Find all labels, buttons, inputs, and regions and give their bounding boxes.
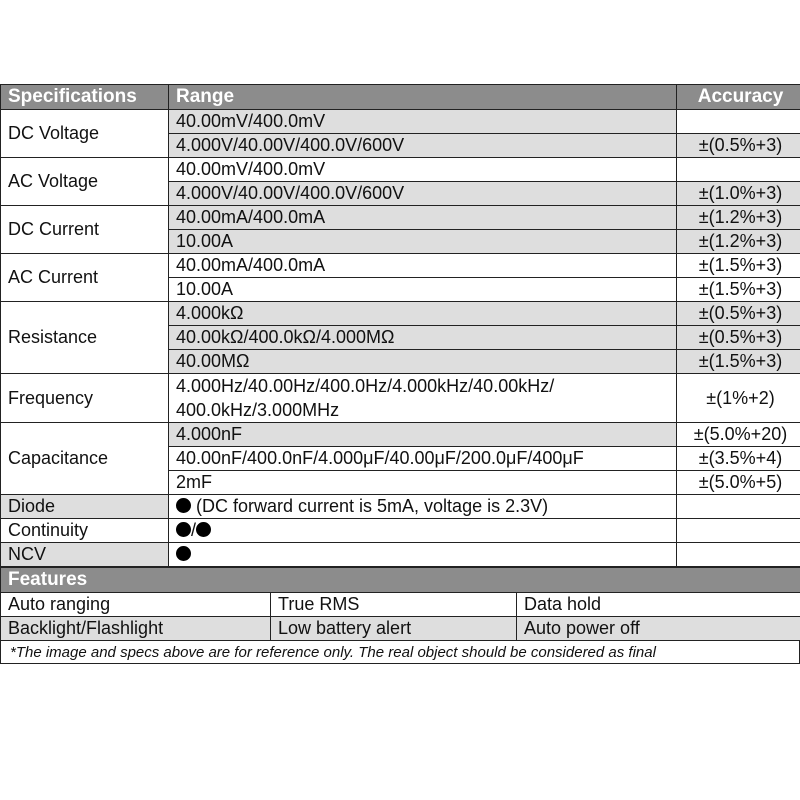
accuracy-cell: ±(1.2%+3) [677, 230, 800, 254]
range-cell: 10.00A [169, 278, 677, 302]
accuracy-cell: ±(0.5%+3) [677, 326, 800, 350]
spec-dc-voltage: DC Voltage [1, 110, 169, 158]
range-cell: 40.00kΩ/400.0kΩ/4.000MΩ [169, 326, 677, 350]
features-title: Features [1, 568, 800, 593]
accuracy-cell [677, 543, 800, 567]
range-cell: 10.00A [169, 230, 677, 254]
header-accuracy: Accuracy [677, 85, 800, 110]
table-row [1, 158, 800, 182]
filled-dot-icon [196, 522, 211, 537]
range-cell [169, 374, 677, 423]
accuracy-cell: ±(1.5%+3) [677, 254, 800, 278]
range-cell: 2mF [169, 471, 677, 495]
spec-ac-voltage: AC Voltage [1, 158, 169, 206]
header-range: Range [169, 85, 677, 110]
feature-item: Low battery alert [271, 617, 517, 641]
range-cell: 4.000V/40.00V/400.0V/600V [169, 182, 677, 206]
table-row [1, 593, 800, 617]
accuracy-cell: ±(1.5%+3) [677, 350, 800, 374]
spec-ac-current: AC Current [1, 254, 169, 302]
feature-item: Backlight/Flashlight [1, 617, 271, 641]
accuracy-cell [677, 158, 800, 182]
table-row [1, 206, 800, 230]
spec-continuity: Continuity [1, 519, 169, 543]
table-row [1, 543, 800, 567]
accuracy-cell [677, 110, 800, 134]
accuracy-cell: ±(1.5%+3) [677, 278, 800, 302]
spec-diode: Diode [1, 495, 169, 519]
feature-item: Auto ranging [1, 593, 271, 617]
spec-resistance: Resistance [1, 302, 169, 374]
range-cell: 40.00MΩ [169, 350, 677, 374]
accuracy-cell [677, 519, 800, 543]
filled-dot-icon [176, 522, 191, 537]
range-cell [169, 495, 677, 519]
table-row [1, 110, 800, 134]
accuracy-cell: ±(1%+2) [677, 374, 800, 423]
range-cell: 40.00mA/400.0mA [169, 206, 677, 230]
range-cell: 40.00nF/400.0nF/4.000μF/40.00μF/200.0μF/400μF [169, 447, 677, 471]
range-cell: 4.000V/40.00V/400.0V/600V [169, 134, 677, 158]
accuracy-cell: ±(0.5%+3) [677, 302, 800, 326]
range-cell [169, 519, 677, 543]
accuracy-cell [677, 495, 800, 519]
accuracy-cell: ±(5.0%+20) [677, 423, 800, 447]
header-specifications: Specifications [1, 85, 169, 110]
features-header-row [1, 568, 800, 593]
range-cell [169, 543, 677, 567]
feature-item: Data hold [517, 593, 800, 617]
feature-item: True RMS [271, 593, 517, 617]
table-row [1, 519, 800, 543]
range-cell: 40.00mV/400.0mV [169, 158, 677, 182]
table-row [1, 374, 800, 423]
feature-item: Auto power off [517, 617, 800, 641]
filled-dot-icon [176, 546, 191, 561]
table-row [1, 495, 800, 519]
diode-text: (DC forward current is 5mA, voltage is 2.3V) [191, 496, 549, 516]
table-row [1, 617, 800, 641]
spec-ncv: NCV [1, 543, 169, 567]
spec-sheet [0, 84, 800, 664]
table-row [1, 302, 800, 326]
header-row [1, 85, 800, 110]
spec-frequency: Frequency [1, 374, 169, 423]
continuity-separator: / [191, 520, 197, 540]
range-line: 4.000Hz/40.00Hz/400.0Hz/4.000kHz/40.00kHz/ [176, 376, 555, 396]
accuracy-cell: ±(5.0%+5) [677, 471, 800, 495]
table-row [1, 423, 800, 447]
table-row [1, 254, 800, 278]
accuracy-cell: ±(0.5%+3) [677, 134, 800, 158]
range-cell: 40.00mV/400.0mV [169, 110, 677, 134]
disclaimer-note: *The image and specs above are for reference only. The real object should be considered as final [0, 641, 800, 664]
accuracy-cell: ±(1.0%+3) [677, 182, 800, 206]
range-cell: 4.000kΩ [169, 302, 677, 326]
range-cell: 40.00mA/400.0mA [169, 254, 677, 278]
range-line: 400.0kHz/3.000MHz [176, 400, 340, 420]
accuracy-cell: ±(3.5%+4) [677, 447, 800, 471]
filled-dot-icon [176, 498, 191, 513]
spec-capacitance: Capacitance [1, 423, 169, 495]
spec-dc-current: DC Current [1, 206, 169, 254]
spec-table [0, 84, 800, 567]
accuracy-cell: ±(1.2%+3) [677, 206, 800, 230]
features-table [0, 567, 800, 641]
range-cell: 4.000nF [169, 423, 677, 447]
